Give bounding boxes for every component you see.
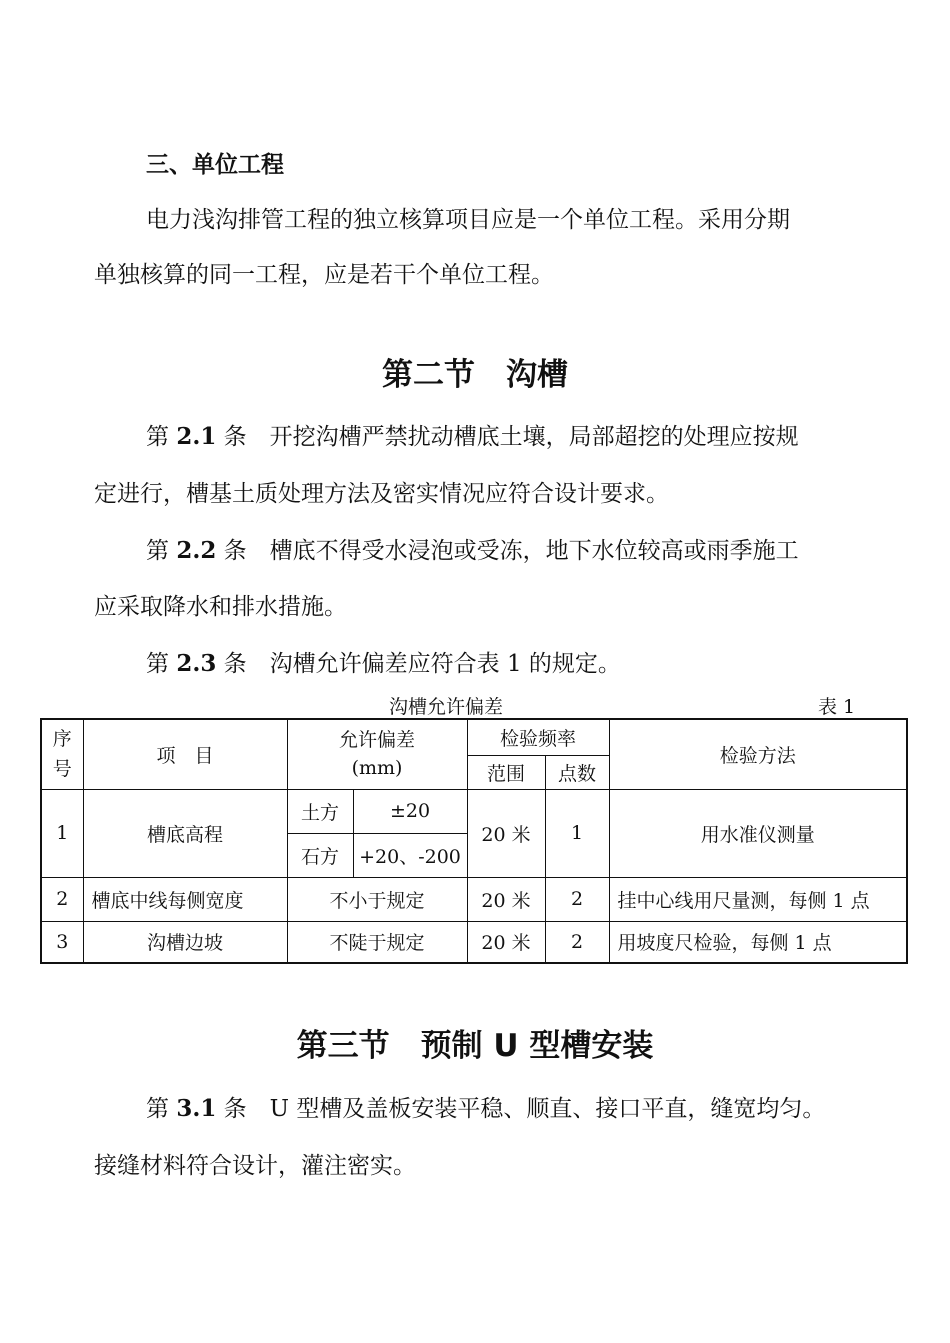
row-sub-value: +20、-200	[353, 833, 467, 877]
row-sub-value: ±20	[353, 789, 467, 833]
header-method: 检验方法	[609, 719, 907, 789]
header-seq-line2: 号	[52, 758, 72, 781]
row-item: 槽底中线每侧宽度	[83, 877, 287, 921]
paragraph-line: 电力浅沟排管工程的独立核算项目应是一个单位工程。采用分期	[146, 207, 790, 233]
row-points: 2	[545, 921, 609, 963]
article-prefix: 第	[146, 1096, 177, 1122]
row-range: 20 米	[467, 877, 545, 921]
table-caption: 沟槽允许偏差	[389, 696, 504, 718]
table-label: 表 1	[818, 696, 856, 718]
header-seq-line1: 序	[52, 728, 72, 751]
article-3-1-line2: 接缝材料符合设计，灌注密实。	[94, 1153, 416, 1179]
row-tolerance: 不陡于规定	[287, 921, 467, 963]
row-sub-label: 石方	[287, 833, 353, 877]
article-number: 2.1	[176, 423, 217, 450]
tolerance-table	[40, 718, 908, 964]
section-title-u-channel: 第三节 预制 U 型槽安装	[296, 1028, 654, 1064]
row-tolerance: 不小于规定	[287, 877, 467, 921]
article-prefix: 第	[146, 424, 177, 450]
table-row	[41, 877, 907, 921]
article-number: 2.2	[176, 537, 217, 564]
header-frequency: 检验频率	[467, 719, 609, 755]
row-range: 20 米	[467, 789, 545, 877]
header-tolerance-unit: (mm)	[351, 757, 403, 780]
row-range: 20 米	[467, 921, 545, 963]
row-item: 槽底高程	[83, 789, 287, 877]
row-seq: 3	[41, 921, 83, 963]
header-tolerance-label: 允许偏差	[338, 729, 415, 752]
table-row	[41, 789, 907, 833]
section-title-trench: 第二节 沟槽	[382, 357, 568, 393]
article-2-1	[146, 418, 799, 451]
paragraph-line: 单独核算的同一工程，应是若干个单位工程。	[94, 262, 554, 288]
row-method: 用水准仪测量	[609, 789, 907, 877]
article-prefix: 第	[146, 651, 177, 677]
row-points: 2	[545, 877, 609, 921]
article-2-3	[146, 645, 621, 678]
article-text: 条 沟槽允许偏差应符合表 1 的规定。	[216, 651, 621, 677]
article-text: 条 U 型槽及盖板安装平稳、顺直、接口平直，缝宽均匀。	[216, 1096, 826, 1122]
article-3-1	[146, 1090, 825, 1123]
row-method: 用坡度尺检验，每侧 1 点	[609, 921, 907, 963]
article-number: 2.3	[176, 650, 217, 677]
article-2-2	[146, 532, 799, 565]
header-seq	[41, 719, 83, 789]
row-method: 挂中心线用尺量测，每侧 1 点	[609, 877, 907, 921]
article-2-1-line2: 定进行，槽基土质处理方法及密实情况应符合设计要求。	[94, 481, 669, 507]
section-heading-unit-project: 三、单位工程	[146, 152, 284, 178]
article-2-2-line2: 应采取降水和排水措施。	[94, 594, 347, 620]
table-row	[41, 921, 907, 963]
row-item: 沟槽边坡	[83, 921, 287, 963]
article-text: 条 槽底不得受水浸泡或受冻，地下水位较高或雨季施工	[216, 538, 799, 564]
article-prefix: 第	[146, 538, 177, 564]
article-number: 3.1	[176, 1095, 217, 1122]
header-range: 范围	[467, 755, 545, 789]
row-points: 1	[545, 789, 609, 877]
row-seq: 2	[41, 877, 83, 921]
header-tolerance	[287, 719, 467, 789]
row-seq: 1	[41, 789, 83, 877]
article-text: 条 开挖沟槽严禁扰动槽底土壤，局部超挖的处理应按规	[216, 424, 799, 450]
row-sub-label: 土方	[287, 789, 353, 833]
header-item: 项 目	[83, 719, 287, 789]
header-points: 点数	[545, 755, 609, 789]
